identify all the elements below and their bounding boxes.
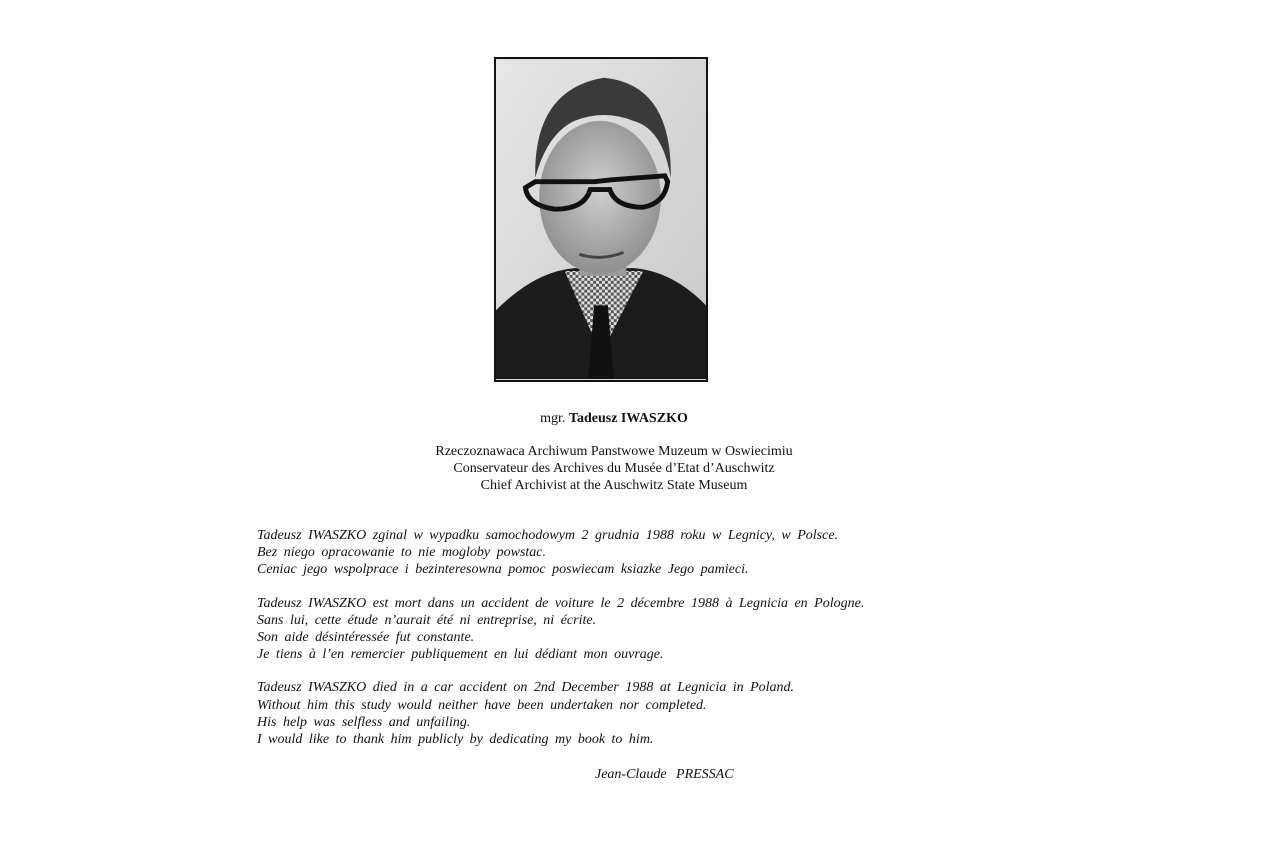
text-line: Ceniac jego wspolprace i bezinteresowna pomoc poswiecam ksiazke Jego pamieci.: [257, 562, 749, 578]
text-line: Je tiens à l’en remercier publiquement en lui dédiant mon ouvrage.: [257, 647, 664, 663]
dedication-text: [257, 527, 957, 764]
text-line: Sans lui, cette étude n’aurait été ni entreprise, ni écrite.: [257, 612, 597, 628]
title-french: Conservateur des Archives du Musée d’Etat d’Auschwitz: [453, 461, 775, 476]
paragraph-polish: [257, 527, 957, 579]
portrait-photo: [494, 57, 708, 382]
text-line: Without him this study would neither have been undertaken nor completed.: [257, 697, 707, 713]
signature: Jean-Claude PRESSAC: [595, 767, 734, 782]
text-line: Tadeusz IWASZKO died in a car accident on 2nd December 1988 at Legnicia in Poland.: [257, 680, 795, 696]
name-prefix: mgr.: [540, 411, 566, 426]
text-line: I would like to thank him publicly by dedicating my book to him.: [257, 732, 654, 748]
text-line: Bez niego opracowanie to nie mogloby powstac.: [257, 545, 547, 561]
text-line: Tadeusz IWASZKO est mort dans un accident de voiture le 2 décembre 1988 à Legnicia en Pologne.: [257, 595, 865, 611]
paragraph-french: [257, 595, 957, 664]
name-full: Tadeusz IWASZKO: [568, 411, 688, 426]
title-english: Chief Archivist at the Auschwitz State Museum: [480, 478, 748, 493]
paragraph-english: [257, 679, 957, 748]
text-line: Tadeusz IWASZKO zginal w wypadku samochodowym 2 grudnia 1988 roku w Legnicy, w Polsce.: [257, 528, 839, 543]
title-polish: Rzeczoznawaca Archiwum Panstwowe Muzeum w Oswiecimiu: [435, 444, 793, 459]
text-line: Son aide désintéressée fut constante.: [257, 630, 475, 646]
person-name: [0, 411, 1228, 427]
text-line: His help was selfless and unfailing.: [257, 714, 471, 730]
person-titles: [0, 443, 1228, 494]
